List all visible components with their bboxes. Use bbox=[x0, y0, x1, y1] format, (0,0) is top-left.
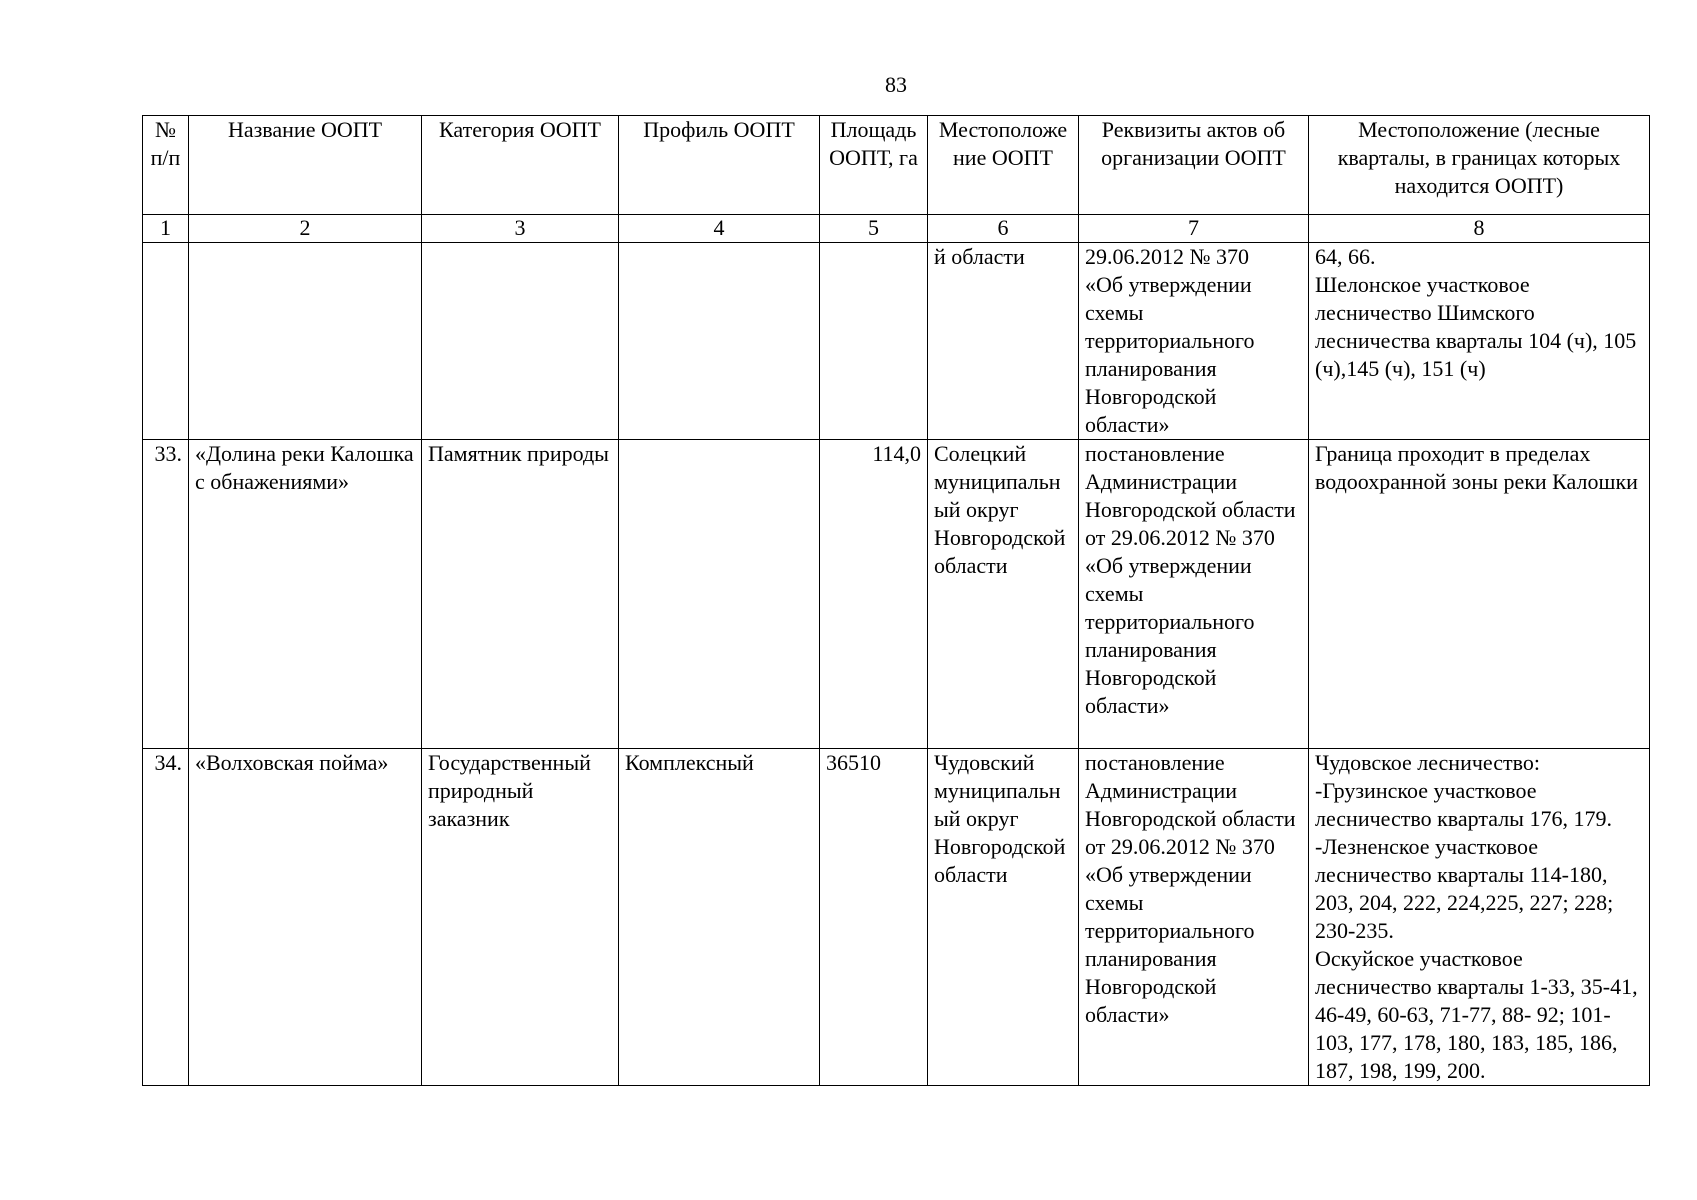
column-number: 3 bbox=[422, 215, 619, 243]
table-row-33 bbox=[143, 440, 1650, 749]
cell-profile bbox=[619, 243, 820, 440]
cell-forest: Чудовское лесничество: -Грузинское участковое лесничество кварталы 176, 179. -Лезненское участковое лесничество кварталы 114-180, 203, 204, 222, 224,225, 227; 228; 230-235. Оскуйское участковое лесничество кварталы 1-33, 35-41, 46-49, 60-63, 71-77, 88- 92; 101-103, 177, 178, 180, 183, 185, 186, 187, 198, 199, 200. bbox=[1309, 749, 1650, 1086]
header-cell-forest: Местоположение (лесные кварталы, в границах которых находится ООПТ) bbox=[1309, 116, 1650, 215]
cell-acts: постановление Администрации Новгородской области от 29.06.2012 № 370 «Об утверждении схемы территориального планирования Новгородской области» bbox=[1079, 440, 1309, 749]
cell-forest: 64, 66. Шелонское участковое лесничество Шимского лесничества кварталы 104 (ч), 105 (ч),145 (ч), 151 (ч) bbox=[1309, 243, 1650, 440]
cell-category bbox=[422, 243, 619, 440]
oopt-table bbox=[142, 115, 1650, 1086]
cell-location: Солецкий муниципальный округ Новгородской области bbox=[928, 440, 1079, 749]
cell-area bbox=[820, 243, 928, 440]
cell-area: 114,0 bbox=[820, 440, 928, 749]
cell-num: 33. bbox=[143, 440, 189, 749]
page-number: 83 bbox=[885, 72, 907, 97]
column-number: 1 bbox=[143, 215, 189, 243]
header-cell-category: Категория ООПТ bbox=[422, 116, 619, 215]
cell-profile: Комплексный bbox=[619, 749, 820, 1086]
cell-acts: 29.06.2012 № 370 «Об утверждении схемы территориального планирования Новгородской области» bbox=[1079, 243, 1309, 440]
cell-num bbox=[143, 243, 189, 440]
cell-location: Чудовский муниципальный округ Новгородской области bbox=[928, 749, 1079, 1086]
cell-category: Памятник природы bbox=[422, 440, 619, 749]
cell-num: 34. bbox=[143, 749, 189, 1086]
cell-area: 36510 bbox=[820, 749, 928, 1086]
column-number: 5 bbox=[820, 215, 928, 243]
column-number: 2 bbox=[189, 215, 422, 243]
column-number: 7 bbox=[1079, 215, 1309, 243]
cell-name: «Волховская пойма» bbox=[189, 749, 422, 1086]
header-cell-acts: Реквизиты актов об организации ООПТ bbox=[1079, 116, 1309, 215]
header-cell-location: Местоположение ООПТ bbox=[928, 116, 1079, 215]
cell-forest: Граница проходит в пределах водоохранной зоны реки Калошки bbox=[1309, 440, 1650, 749]
cell-category: Государственный природный заказник bbox=[422, 749, 619, 1086]
column-number: 8 bbox=[1309, 215, 1650, 243]
cell-name: «Долина реки Калошка с обнажениями» bbox=[189, 440, 422, 749]
column-number: 6 bbox=[928, 215, 1079, 243]
cell-acts: постановление Администрации Новгородской области от 29.06.2012 № 370 «Об утверждении схемы территориального планирования Новгородской области» bbox=[1079, 749, 1309, 1086]
column-number-row bbox=[143, 215, 1650, 243]
header-cell-area: Площадь ООПТ, га bbox=[820, 116, 928, 215]
header-cell-num: № п/п bbox=[143, 116, 189, 215]
table-row-34 bbox=[143, 749, 1650, 1086]
cell-name bbox=[189, 243, 422, 440]
table-row-continued bbox=[143, 243, 1650, 440]
header-cell-profile: Профиль ООПТ bbox=[619, 116, 820, 215]
column-number: 4 bbox=[619, 215, 820, 243]
header-cell-name: Название ООПТ bbox=[189, 116, 422, 215]
cell-profile bbox=[619, 440, 820, 749]
cell-location: й области bbox=[928, 243, 1079, 440]
header-row bbox=[143, 116, 1650, 215]
